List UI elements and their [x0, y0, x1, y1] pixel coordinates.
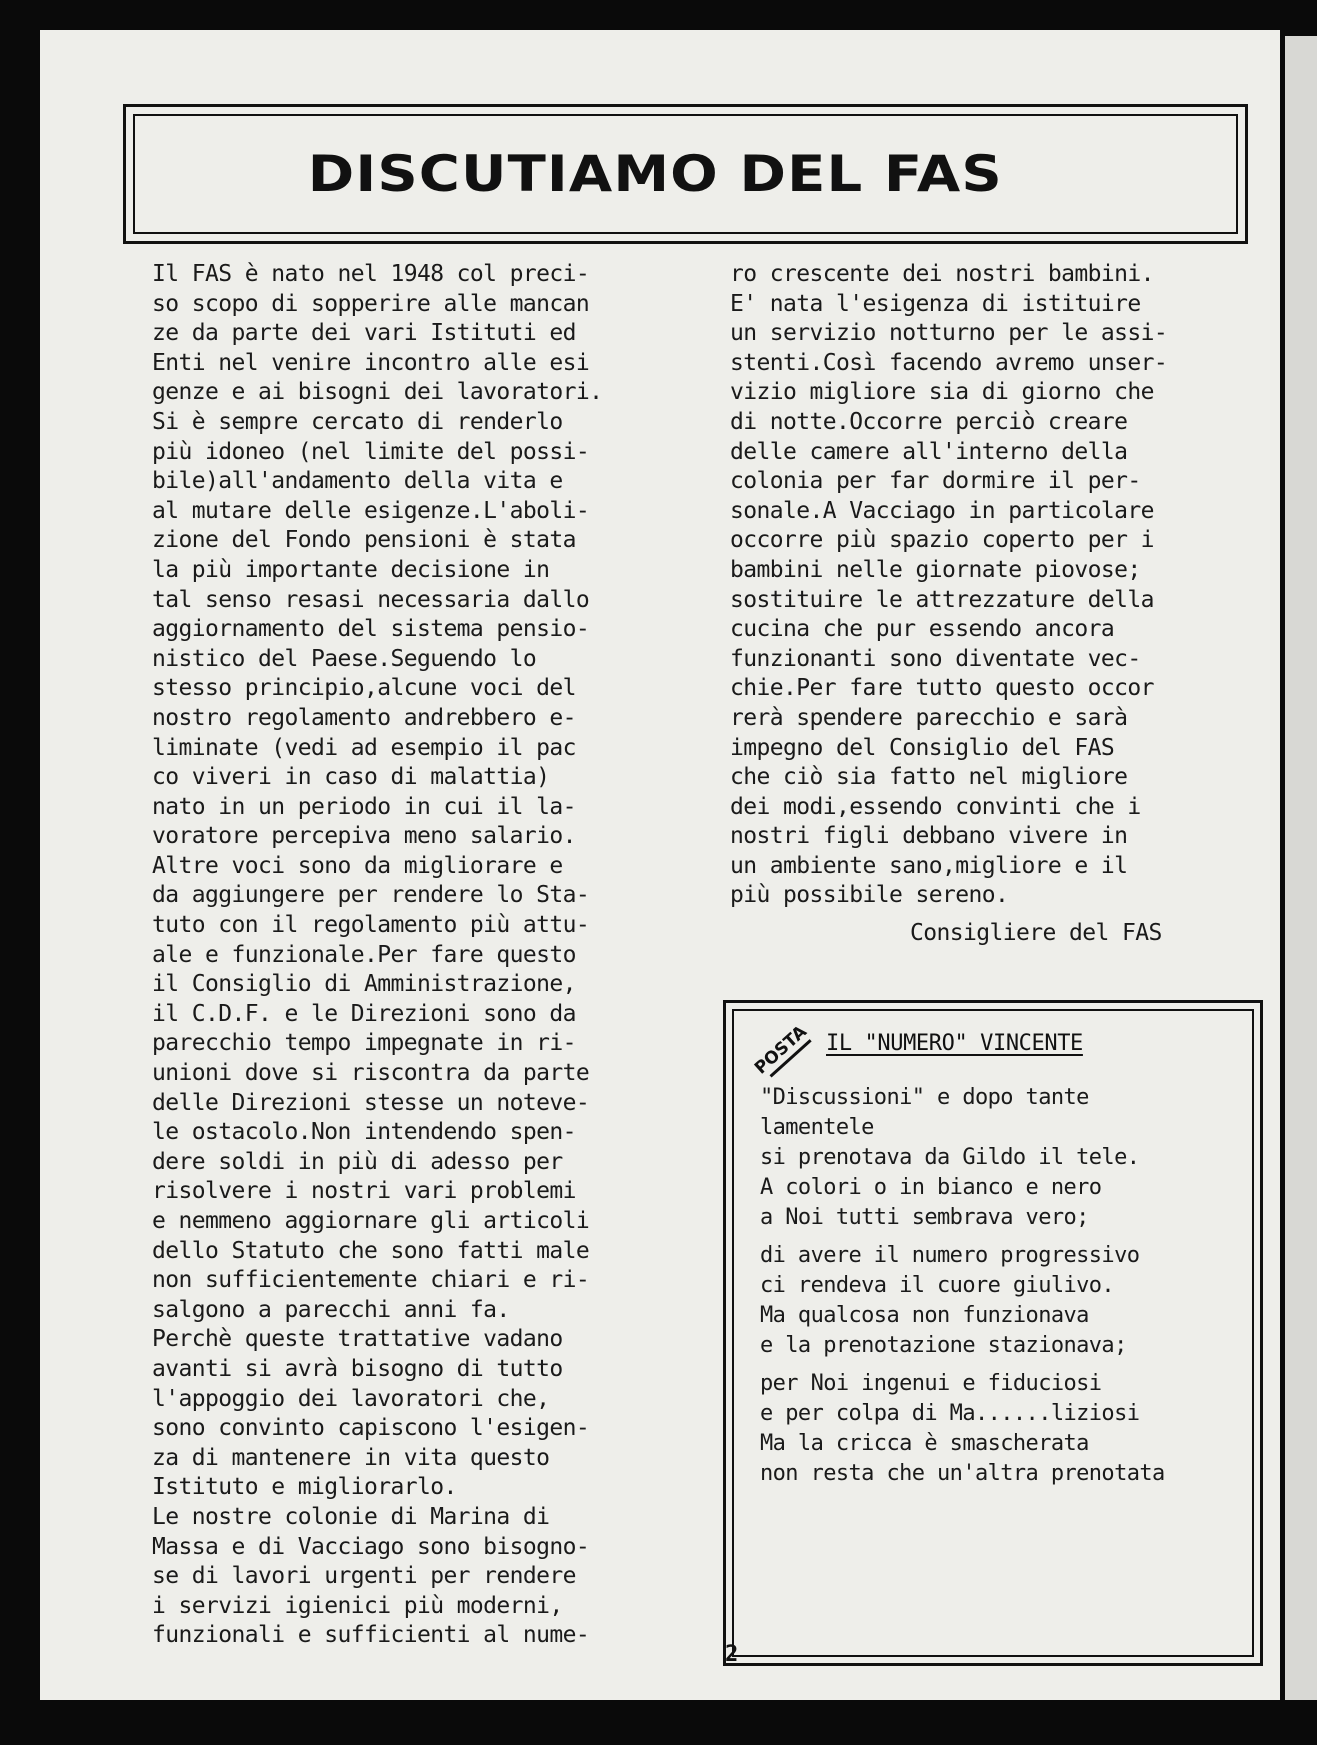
text-line: tal senso resasi necessaria dallo	[152, 586, 590, 613]
text-line: un ambiente sano,migliore e il	[730, 852, 1128, 879]
text-line: ci rendeva il cuore giulivo.	[760, 1273, 1115, 1298]
title-frame-inner	[133, 114, 1238, 234]
poem-text	[760, 1083, 1165, 1489]
text-line: sonale.A Vacciago in particolare	[730, 497, 1154, 524]
text-line: la più importante decisione in	[152, 556, 550, 583]
text-line: stesso principio,alcune voci del	[152, 675, 576, 702]
text-line: ro crescente dei nostri bambini.	[730, 261, 1154, 287]
text-line: aggiornamento del sistema pensio-	[152, 616, 590, 643]
text-line: dello Statuto che sono fatti male	[152, 1237, 590, 1264]
text-line: Istituto e migliorarlo.	[152, 1474, 457, 1501]
text-line: da aggiungere per rendere lo Sta-	[152, 882, 590, 909]
text-line: voratore percepiva meno salario.	[152, 823, 576, 850]
text-line: salgono a parecchi anni fa.	[152, 1296, 510, 1323]
text-line: zione del Fondo pensioni è stata	[152, 527, 576, 554]
text-line: bile)all'andamento della vita e	[152, 468, 563, 495]
text-line: ale e funzionale.Per fare questo	[152, 941, 576, 968]
text-line: avanti si avrà bisogno di tutto	[152, 1355, 563, 1382]
text-line: lamentele	[760, 1115, 874, 1140]
text-line: a Noi tutti sembrava vero;	[760, 1205, 1089, 1230]
text-line: nistico del Paese.Seguendo lo	[152, 645, 537, 672]
title-frame	[123, 104, 1248, 244]
posta-badge: POSTA	[746, 1018, 815, 1085]
text-line	[760, 1233, 1165, 1241]
text-line: nato in un periodo in cui il la-	[152, 793, 576, 820]
text-line: parecchio tempo impegnate in ri-	[152, 1030, 576, 1057]
text-line: e la prenotazione stazionava;	[760, 1333, 1127, 1358]
text-line: risolvere i nostri vari problemi	[152, 1178, 576, 1205]
text-line: più possibile sereno.	[730, 882, 1009, 909]
text-line: E' nata l'esigenza di istituire	[730, 290, 1141, 317]
text-line: tuto con il regolamento più attu-	[152, 912, 590, 939]
text-line: Si è sempre cercato di renderlo	[152, 408, 563, 435]
text-line: Ma qualcosa non funzionava	[760, 1303, 1089, 1328]
text-line: A colori o in bianco e nero	[760, 1175, 1102, 1200]
text-line: rerà spendere parecchio e sarà	[730, 704, 1128, 731]
text-line: per Noi ingenui e fiduciosi	[760, 1371, 1102, 1396]
text-line: nostri figli debbano vivere in	[730, 823, 1128, 850]
text-line: non resta che un'altra prenotata	[760, 1461, 1165, 1486]
text-line: Altre voci sono da migliorare e	[152, 852, 563, 879]
text-line: unioni dove si riscontra da parte	[152, 1060, 590, 1087]
text-line: co viveri in caso di malattia)	[152, 764, 550, 791]
text-line: Enti nel venire incontro alle esi	[152, 349, 590, 376]
text-line: za di mantenere in vita questo	[152, 1444, 550, 1471]
text-line: occorre più spazio coperto per i	[730, 527, 1154, 554]
text-line: più idoneo (nel limite del possi-	[152, 438, 590, 465]
text-line: l'appoggio dei lavoratori che,	[152, 1385, 550, 1412]
text-line: sono convinto capiscono l'esigen-	[152, 1415, 590, 1442]
text-line: di notte.Occorre perciò creare	[730, 408, 1128, 435]
text-line: funzionanti sono diventate vec-	[730, 645, 1141, 672]
text-line: sostituire le attrezzature della	[730, 586, 1154, 613]
text-line: delle Direzioni stesse un noteve-	[152, 1089, 590, 1116]
text-line: chie.Per fare tutto questo occor	[730, 675, 1154, 702]
text-line: "Discussioni" e dopo tante	[760, 1085, 1089, 1110]
next-page-edge	[1285, 36, 1317, 1700]
document-page	[40, 30, 1280, 1700]
text-line: liminate (vedi ad esempio il pac	[152, 734, 576, 761]
text-line: funzionali e sufficienti al nume-	[152, 1622, 590, 1649]
text-line	[760, 1361, 1165, 1369]
text-line: il Consiglio di Amministrazione,	[152, 971, 576, 998]
text-line: Le nostre colonie di Marina di	[152, 1503, 550, 1530]
text-line: dere soldi in più di adesso per	[152, 1148, 563, 1175]
text-line: nostro regolamento andrebbero e-	[152, 704, 576, 731]
text-line: cucina che pur essendo ancora	[730, 616, 1115, 643]
text-line: stenti.Così facendo avremo unser-	[730, 349, 1168, 376]
text-line: non sufficientemente chiari e ri-	[152, 1267, 590, 1294]
text-line: il C.D.F. e le Direzioni sono da	[152, 1000, 576, 1027]
text-line: ze da parte dei vari Istituti ed	[152, 320, 576, 347]
text-line: le ostacolo.Non intendendo spen-	[152, 1119, 576, 1146]
poem-box	[723, 1000, 1263, 1666]
text-line: Ma la cricca è smascherata	[760, 1431, 1089, 1456]
article-left-column	[152, 260, 602, 1651]
poem-box-inner	[732, 1009, 1254, 1657]
text-line: che ciò sia fatto nel migliore	[730, 764, 1128, 791]
text-line: impegno del Consiglio del FAS	[730, 734, 1115, 761]
text-line: e per colpa di Ma......liziosi	[760, 1401, 1140, 1426]
article-title: DISCUTIAMO DEL FAS	[307, 145, 1003, 203]
text-line: un servizio notturno per le assi-	[730, 320, 1168, 347]
poem-title: IL "NUMERO" VINCENTE	[826, 1031, 1083, 1056]
text-line: bambini nelle giornate piovose;	[730, 556, 1141, 583]
article-signature: Consigliere del FAS	[910, 920, 1162, 946]
text-line: colonia per far dormire il per-	[730, 468, 1141, 495]
text-line: e nemmeno aggiornare gli articoli	[152, 1208, 590, 1234]
text-line: delle camere all'interno della	[730, 438, 1128, 465]
text-line: Perchè queste trattative vadano	[152, 1326, 563, 1353]
text-line: i servizi igienici più moderni,	[152, 1592, 563, 1619]
text-line: si prenotava da Gildo il tele.	[760, 1145, 1140, 1170]
text-line: se di lavori urgenti per rendere	[152, 1563, 576, 1590]
text-line: so scopo di sopperire alle mancan	[152, 290, 590, 317]
text-line: genze e ai bisogni dei lavoratori.	[152, 379, 603, 406]
text-line: al mutare delle esigenze.L'aboli-	[152, 497, 590, 524]
article-right-column	[730, 260, 1167, 911]
text-line: Massa e di Vacciago sono bisogno-	[152, 1533, 590, 1560]
text-line: dei modi,essendo convinti che i	[730, 793, 1141, 820]
text-line: vizio migliore sia di giorno che	[730, 379, 1154, 406]
text-line: di avere il numero progressivo	[760, 1243, 1140, 1268]
page-number: 2	[725, 1642, 739, 1667]
text-line: Il FAS è nato nel 1948 col preci-	[152, 261, 590, 287]
